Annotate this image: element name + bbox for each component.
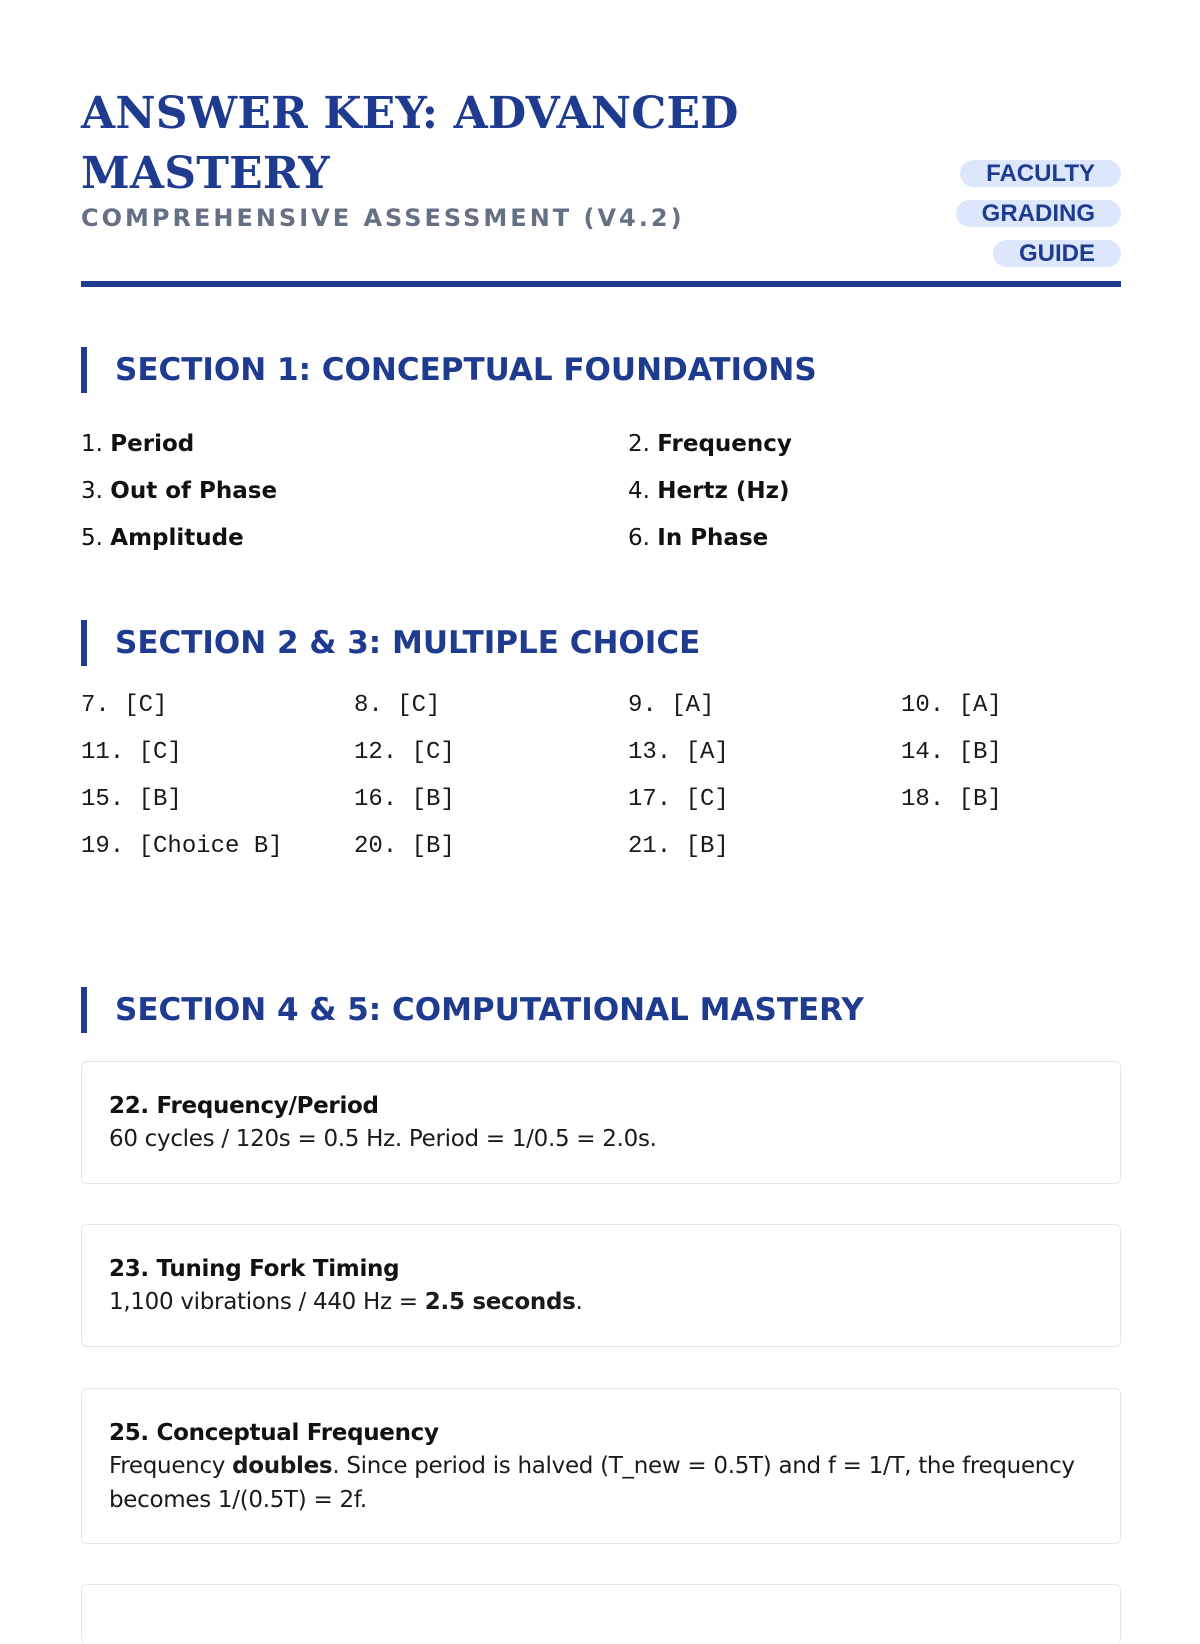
- mc-answer: 10. [A]: [901, 692, 1002, 719]
- answer-text: Period: [110, 431, 195, 457]
- solution-emphasis: doubles: [232, 1453, 333, 1479]
- mc-answer: 7. [C]: [81, 692, 168, 719]
- document-header: [81, 0, 1121, 288]
- mc-answer: 16. [B]: [354, 786, 455, 813]
- solution-text: 1,100 vibrations / 440 Hz =: [109, 1289, 425, 1315]
- multiple-choice-answers: [81, 691, 1121, 879]
- answer-number: 4.: [628, 478, 650, 504]
- answer-item: [628, 424, 1121, 471]
- mc-answer: 14. [B]: [901, 739, 1002, 766]
- answer-item: [628, 518, 1121, 565]
- answer-item: [628, 471, 1121, 518]
- solution-emphasis: 2.5 seconds: [424, 1289, 576, 1315]
- document-subtitle: COMPREHENSIVE ASSESSMENT (V4.2): [81, 204, 685, 232]
- answer-text: Frequency: [657, 431, 792, 457]
- mc-answer: 8. [C]: [354, 692, 441, 719]
- section-2-heading: SECTION 2 & 3: MULTIPLE CHOICE: [81, 620, 1121, 666]
- section-1-heading: SECTION 1: CONCEPTUAL FOUNDATIONS: [81, 347, 1121, 393]
- mc-answer: 18. [B]: [901, 786, 1002, 813]
- mc-answer: 9. [A]: [628, 692, 715, 719]
- solution-card: [81, 1388, 1121, 1544]
- solution-title: 23. Tuning Fork Timing: [109, 1256, 400, 1282]
- answer-text: Out of Phase: [110, 478, 278, 504]
- mc-answer: 17. [C]: [628, 786, 729, 813]
- answer-number: 3.: [81, 478, 103, 504]
- solution-card-partial: [81, 1584, 1121, 1644]
- mc-answer: 19. [Choice B]: [81, 833, 283, 860]
- mc-answer: 12. [C]: [354, 739, 455, 766]
- header-divider: [81, 281, 1121, 287]
- solution-text: .: [575, 1289, 583, 1315]
- answer-item: [81, 471, 628, 518]
- answer-number: 2.: [628, 431, 650, 457]
- mc-answer: 21. [B]: [628, 833, 729, 860]
- mc-answer: 20. [B]: [354, 833, 455, 860]
- answer-text: Amplitude: [110, 525, 244, 551]
- solution-title: 25. Conceptual Frequency: [109, 1420, 439, 1446]
- solution-body: [109, 1449, 1093, 1517]
- solution-text: . Since period is halved (T_new = 0.5T) and f = 1/T, the frequency becomes 1/(0.5T) = 2f.: [109, 1453, 1075, 1513]
- answer-number: 6.: [628, 525, 650, 551]
- answer-number: 1.: [81, 431, 103, 457]
- solution-text: 60 cycles / 120s = 0.5 Hz. Period = 1/0.5 = 2.0s.: [109, 1126, 657, 1152]
- solution-card: [81, 1061, 1121, 1184]
- solution-body: [109, 1122, 1093, 1156]
- section-3-heading: SECTION 4 & 5: COMPUTATIONAL MASTERY: [81, 987, 1121, 1033]
- answer-item: [81, 518, 628, 565]
- solution-title: 22. Frequency/Period: [109, 1093, 379, 1119]
- grading-guide-badge-label: FACULTY GRADING GUIDE: [956, 160, 1121, 267]
- solution-text: Frequency: [109, 1453, 233, 1479]
- answer-text: In Phase: [657, 525, 769, 551]
- grading-guide-badge: [875, 154, 1121, 274]
- mc-answer: 15. [B]: [81, 786, 182, 813]
- section-1-answers: [81, 424, 1121, 565]
- mc-answer: 13. [A]: [628, 739, 729, 766]
- answer-item: [81, 424, 628, 471]
- answer-key-page: [81, 0, 1121, 1513]
- document-title: ANSWER KEY: ADVANCED MASTERY: [81, 88, 739, 199]
- solution-card: [81, 1224, 1121, 1347]
- solution-body: [109, 1285, 1093, 1319]
- answer-text: Hertz (Hz): [657, 478, 790, 504]
- answer-number: 5.: [81, 525, 103, 551]
- mc-answer: 11. [C]: [81, 739, 182, 766]
